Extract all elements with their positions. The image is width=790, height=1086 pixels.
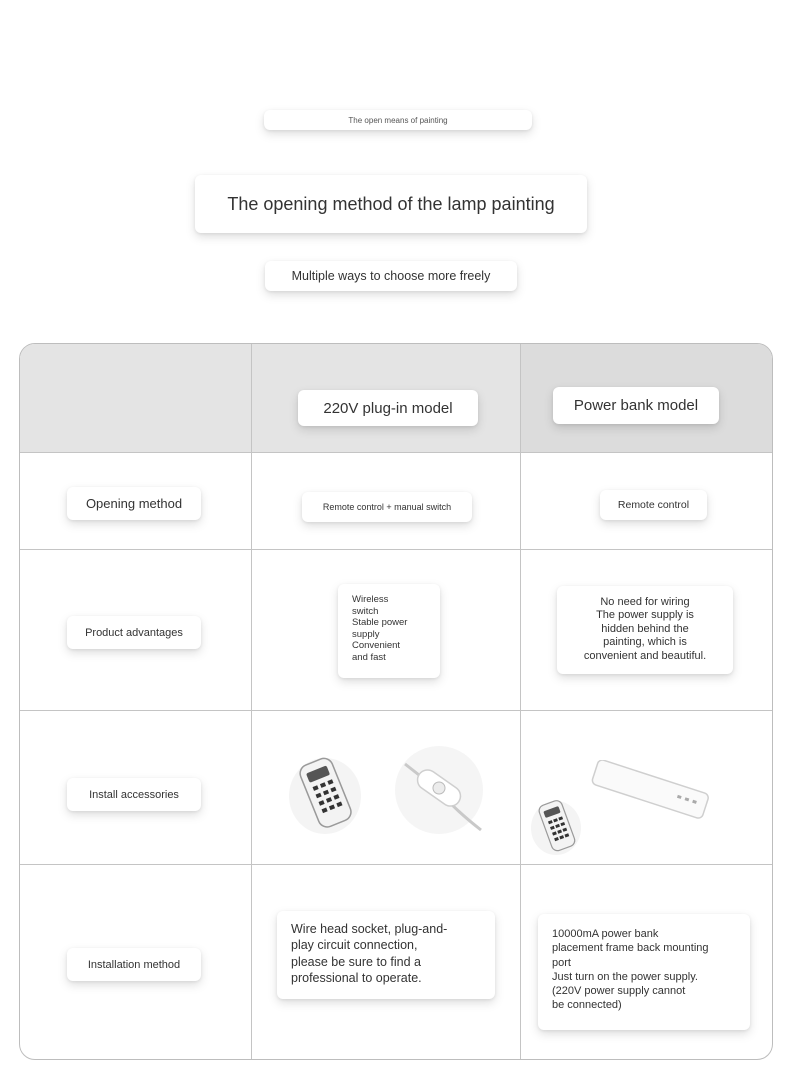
remote-control-icon bbox=[285, 746, 367, 838]
row-divider bbox=[20, 549, 772, 550]
column-header-plugin: 220V plug-in model bbox=[298, 390, 478, 426]
remote-control-icon bbox=[528, 794, 584, 858]
page-subtitle: Multiple ways to choose more freely bbox=[265, 261, 517, 291]
row-divider bbox=[20, 710, 772, 711]
plugin-opening-method: Remote control + manual switch bbox=[302, 492, 472, 522]
row-label-opening-method: Opening method bbox=[67, 487, 201, 520]
plugin-installation-method: Wire head socket, plug-and- play circuit connection, please be sure to find a professional to operate. bbox=[277, 911, 495, 999]
power-bank-icon bbox=[586, 760, 714, 820]
tagline: The open means of painting bbox=[264, 110, 532, 130]
row-divider bbox=[20, 864, 772, 865]
inline-switch-icon bbox=[393, 744, 485, 836]
plugin-product-advantages: Wireless switch Stable power supply Convenient and fast bbox=[338, 584, 440, 678]
comparison-table bbox=[19, 343, 773, 1060]
page-title: The opening method of the lamp painting bbox=[195, 175, 587, 233]
row-label-installation-method: Installation method bbox=[67, 948, 201, 981]
powerbank-installation-method: 10000mA power bank placement frame back mounting port Just turn on the power supply. (220V power supply cannot be connected) bbox=[538, 914, 750, 1030]
row-divider bbox=[20, 452, 772, 453]
powerbank-opening-method: Remote control bbox=[600, 490, 707, 520]
powerbank-product-advantages: No need for wiring The power supply is hidden behind the painting, which is convenient and beautiful. bbox=[557, 586, 733, 674]
column-header-powerbank: Power bank model bbox=[553, 387, 719, 424]
row-label-product-advantages: Product advantages bbox=[67, 616, 201, 649]
row-label-install-accessories: Install accessories bbox=[67, 778, 201, 811]
